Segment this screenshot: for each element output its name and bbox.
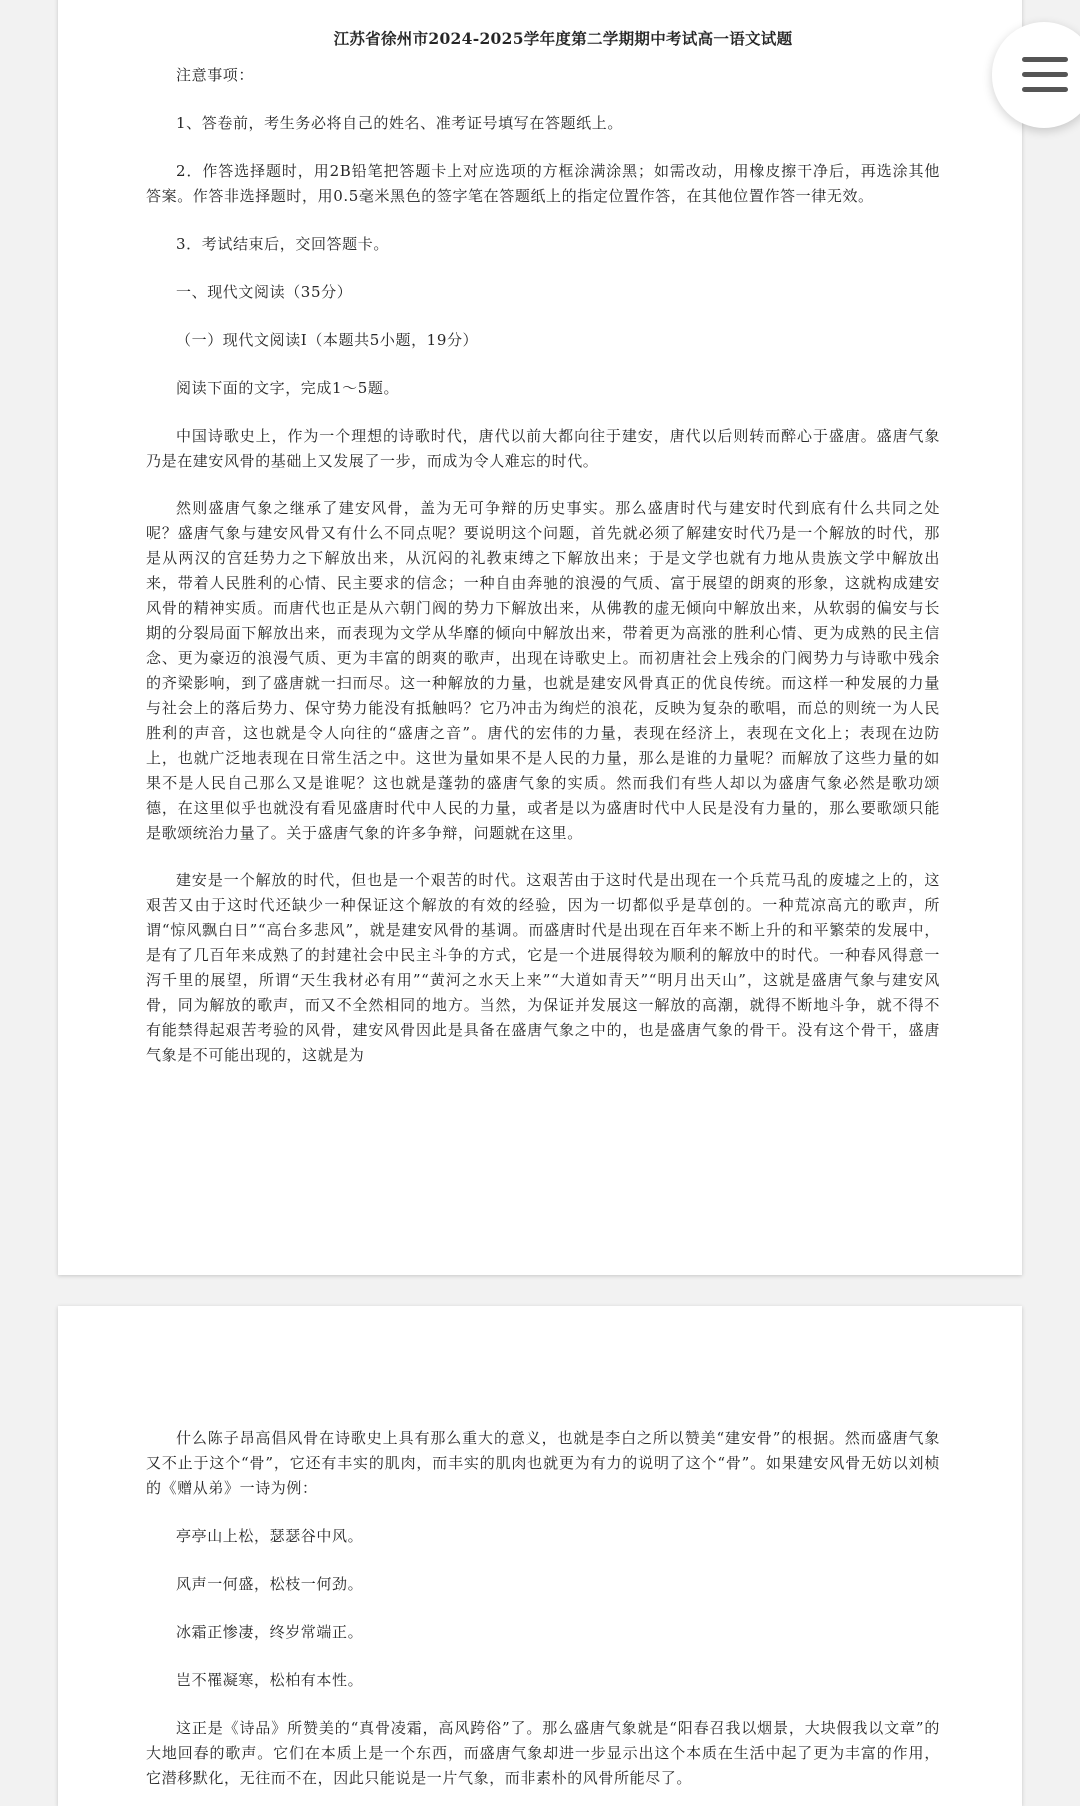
document-page-1 [58,0,1022,1275]
poem-line: 冰霜正惨凄，终岁常端正。 [176,1623,364,1641]
subsection-heading: （一）现代文阅读Ⅰ（本题共5小题，19分） [176,331,479,349]
paragraph: 建安是一个解放的时代，但也是一个艰苦的时代。这艰苦由于这时代是出现在一个兵荒马乱的废墟之上的，这艰苦又由于这时代还缺少一种保证这个解放的有效的经验，因为一切都似乎是草创的。一种荒凉高亢的歌声，所谓“惊风飘白日”“高台多悲风”，就是建安风骨的基调。而盛唐时代是出现在百年来不断上升的和平繁荣的发展中，是有了几百年来成熟了的封建社会中民主斗争的方式，它是一个进展得较为顺利的解放中的时代。一种春风得意一泻千里的展望，所谓“天生我材必有用”“黄河之水天上来”“大道如青天”“明月出天山”，这就是盛唐气象与建安风骨，同为解放的歌声，而又不全然相同的地方。当然，为保证并发展这一解放的高潮，就得不断地斗争，就不得不有能禁得起艰苦考验的风骨，建安风骨因此是具备在盛唐气象之中的，也是盛唐气象的骨干。没有这个骨干，盛唐气象是不可能出现的，这就是为 [146,871,940,1064]
paragraph: 2．作答选择题时，用2B铅笔把答题卡上对应选项的方框涂满涂黑；如需改动，用橡皮擦干净后，再选涂其他答案。作答非选择题时，用0.5毫米黑色的签字笔在答题纸上的指定位置作答，在其他位置作答一律无效。 [146,162,940,205]
paragraph: 3．考试结束后，交回答题卡。 [176,235,389,253]
page-1-content [146,27,940,1068]
paragraph: 中国诗歌史上，作为一个理想的诗歌时代，唐代以前大都向往于建安，唐代以后则转而醉心于盛唐。盛唐气象乃是在建安风骨的基础上又发展了一步，而成为令人难忘的时代。 [146,427,940,470]
poem-line: 亭亭山上松，瑟瑟谷中风。 [176,1527,364,1545]
paragraph: 1、答卷前，考生务必将自己的姓名、准考证号填写在答题纸上。 [176,114,623,132]
document-title: 江苏省徐州市2024-2025学年度第二学期期中考试高一语文试题 [333,29,793,48]
instruction: 阅读下面的文字，完成1～5题。 [176,379,400,397]
poem-line: 岂不罹凝寒，松柏有本性。 [176,1671,364,1689]
page-2-content [146,1426,940,1791]
paragraph: 这正是《诗品》所赞美的“真骨凌霜，高风跨俗”了。那么盛唐气象就是“阳春召我以烟景，大块假我以文章”的大地回春的歌声。它们在本质上是一个东西，而盛唐气象却进一步显示出这个本质在生活中起了更为丰富的作用，它潜移默化，无往而不在，因此只能说是一片气象，而非素朴的风骨所能尽了。 [146,1719,940,1787]
poem-line: 风声一何盛，松枝一何劲。 [176,1575,364,1593]
paragraph: 注意事项： [176,66,255,84]
section-heading: 一、现代文阅读（35分） [176,283,353,301]
paragraph: 然则盛唐气象之继承了建安风骨，盖为无可争辩的历史事实。那么盛唐时代与建安时代到底有什么共同之处呢？盛唐气象与建安风骨又有什么不同点呢？要说明这个问题，首先就必须了解建安时代乃是一个解放的时代，那是从两汉的宫廷势力之下解放出来，从沉闷的礼教束缚之下解放出来；于是文学也就有力地从贵族文学中解放出来，带着人民胜利的心情、民主要求的信念；一种自由奔驰的浪漫的气质、富于展望的朗爽的形象，这就构成建安风骨的精神实质。而唐代也正是从六朝门阀的势力下解放出来，从佛教的虚无倾向中解放出来，从软弱的偏安与长期的分裂局面下解放出来，而表现为文学从华靡的倾向中解放出来，带着更为高涨的胜利心情、更为成熟的民主信念、更为豪迈的浪漫气质、更为丰富的朗爽的歌声，出现在诗歌史上。而初唐社会上残余的门阀势力与诗歌中残余的齐梁影响，到了盛唐就一扫而尽。这一种解放的力量，也就是建安风骨真正的优良传统。而这样一种发展的力量与社会上的落后势力、保守势力能没有抵触吗？它乃冲击为绚烂的浪花，反映为复杂的歌唱，而总的则统一为人民胜利的声音，这也就是令人向往的“盛唐之音”。唐代的宏伟的力量，表现在经济上，表现在文化上；表现在边防上，也就广泛地表现在日常生活之中。这世为量如果不是人民的力量，那么是谁的力量呢？而解放了这些力量的如果不是人民自己那么又是谁呢？这也就是蓬勃的盛唐气象的实质。然而我们有些人却以为盛唐气象必然是歌功颂德，在这里似乎也就没有看见盛唐时代中人民的力量，或者是以为盛唐时代中人民是没有力量的，那么要歌颂只能是歌颂统治力量了。关于盛唐气象的许多争辩，问题就在这里。 [146,499,940,842]
document-page-2 [58,1306,1022,1806]
paragraph: 什么陈子昂高倡风骨在诗歌史上具有那么重大的意义，也就是李白之所以赞美“建安骨”的根据。然而盛唐气象又不止于这个“骨”，它还有丰实的肌肉，而丰实的肌肉也就更为有力的说明了这个“骨”。如果建安风骨无妨以刘桢的《赠从弟》一诗为例： [146,1429,940,1497]
